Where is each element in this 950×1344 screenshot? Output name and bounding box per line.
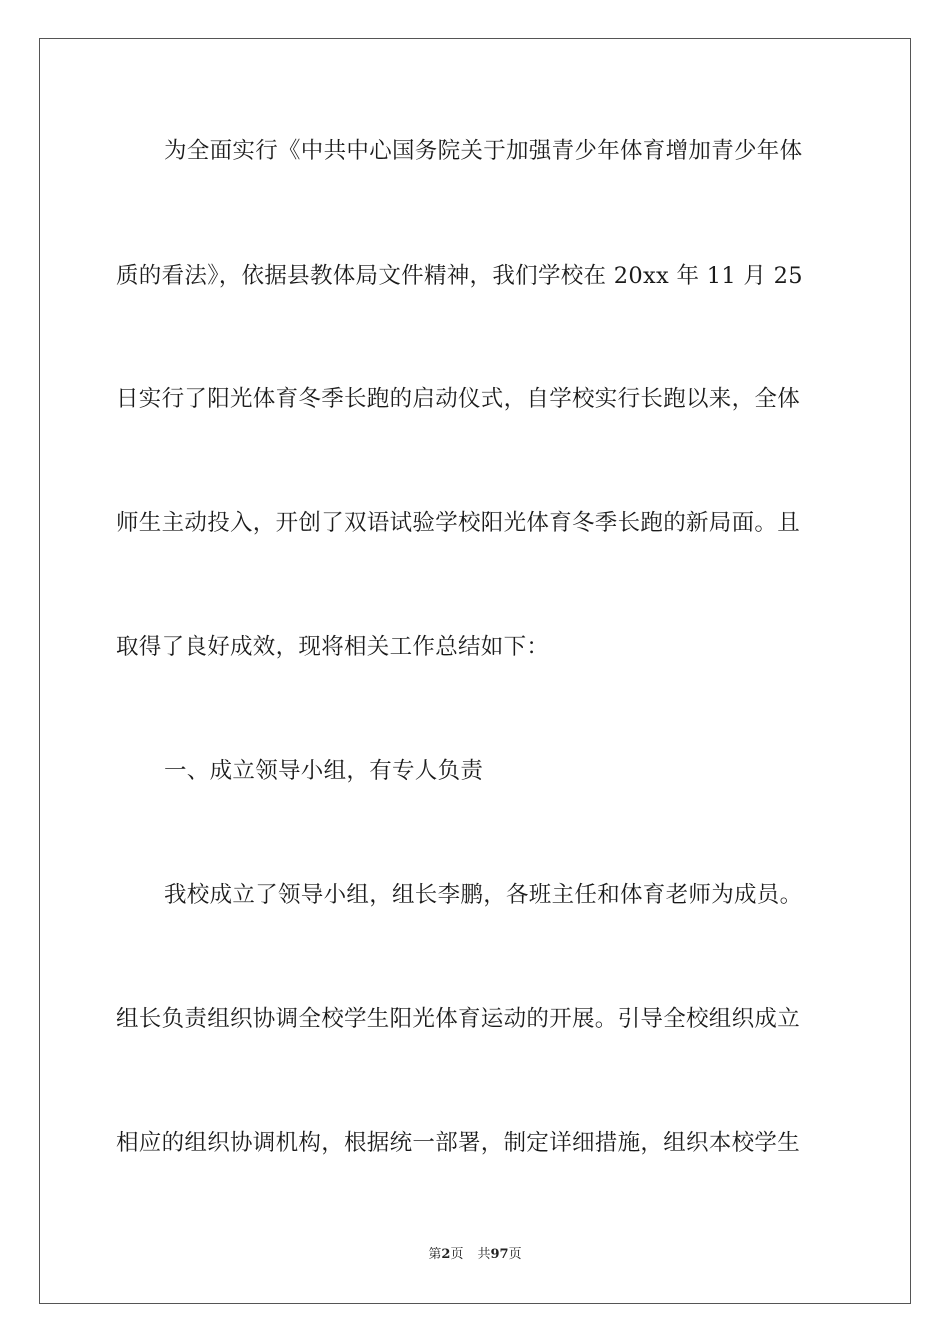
paragraph-line: 我校成立了领导小组，组长李鹏，各班主任和体育老师为成员。 xyxy=(164,882,803,908)
page-prefix: 第 xyxy=(428,1247,442,1262)
paragraph-line: 质的看法》，依据县教体局文件精神，我们学校在 20xx 年 11 月 25 xyxy=(116,263,803,289)
paragraph-line: 师生主动投入，开创了双语试验学校阳光体育冬季长跑的新局面。且 xyxy=(116,510,801,536)
section-heading: 一、成立领导小组，有专人负责 xyxy=(164,758,484,784)
total-prefix: 共 xyxy=(477,1247,491,1262)
paragraph-line: 为全面实行《中共中心国务院关于加强青少年体育增加青少年体 xyxy=(164,138,803,164)
page-total: 97 xyxy=(490,1247,509,1262)
paragraph-line: 相应的组织协调机构，根据统一部署，制定详细措施，组织本校学生 xyxy=(116,1130,801,1156)
page-suffix: 页 xyxy=(450,1247,464,1262)
paragraph-line: 取得了良好成效，现将相关工作总结如下： xyxy=(116,634,550,660)
total-suffix: 页 xyxy=(508,1247,522,1262)
paragraph-line: 日实行了阳光体育冬季长跑的启动仪式，自学校实行长跑以来，全体 xyxy=(116,386,801,412)
page-current: 2 xyxy=(441,1247,451,1262)
paragraph-line: 组长负责组织协调全校学生阳光体育运动的开展。引导全校组织成立 xyxy=(116,1006,801,1032)
page-border xyxy=(39,38,911,1304)
page-footer xyxy=(0,1247,950,1263)
